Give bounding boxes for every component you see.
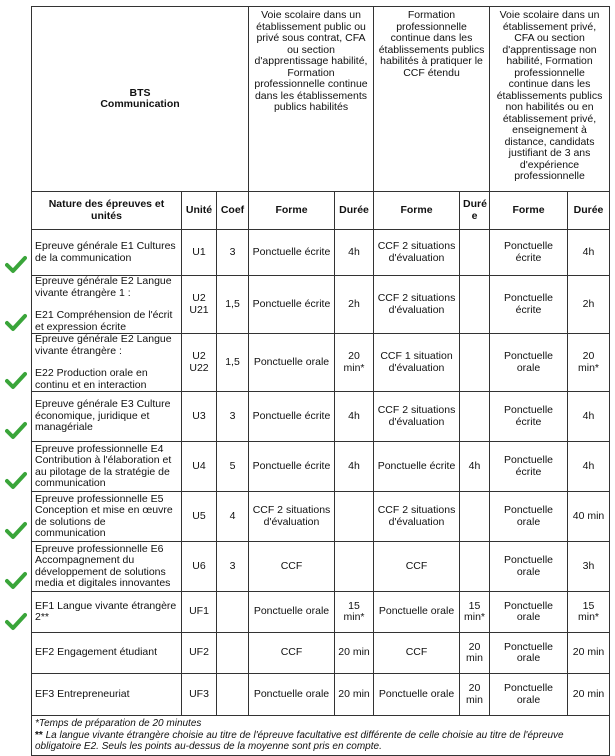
exam-duree-3: 2h [568,276,610,334]
exam-unite-code: U22 [189,361,209,374]
exam-nature [32,674,182,716]
exam-nature-line: E21 Compréhension de l'écrit et expression écrite [35,309,173,333]
exam-forme-1: Ponctuelle orale [249,674,335,716]
col-duree-1-header: Durée [335,192,374,230]
exam-coef: 1,5 [217,334,249,392]
exam-unite-code: U1 [192,245,206,258]
exam-forme-3: Ponctuelle orale [490,334,568,392]
col-coef-header: Coef [217,192,249,230]
checkmark-icon [5,469,27,491]
col-nature-header: Nature des épreuves et unités [32,192,182,230]
exam-duree-1 [335,492,374,542]
exam-duree-2 [460,392,490,442]
col-forme-3-header: Forme [490,192,568,230]
exam-forme-2: Ponctuelle écrite [374,442,460,492]
exam-coef: 5 [217,442,249,492]
exam-nature-line: Epreuve professionnelle E4 Contribution à l'élaboration et au pilotage de la stratégie de communication [35,442,172,489]
exam-row [32,542,610,592]
exam-duree-3: 15 min* [568,592,610,633]
exam-unite [182,276,217,334]
exam-row [32,442,610,492]
exam-coef: 3 [217,542,249,592]
exam-row [32,276,610,334]
exam-unite [182,492,217,542]
checkmark-icon [5,253,27,275]
exam-nature [32,492,182,542]
exam-nature [32,633,182,674]
exam-duree-1: 2h [335,276,374,334]
exam-unite [182,392,217,442]
exam-unite [182,334,217,392]
exam-unite [182,230,217,276]
exam-duree-2 [460,230,490,276]
exam-forme-1: CCF [249,542,335,592]
col-forme-2-header: Forme [374,192,460,230]
exam-unite [182,674,217,716]
checkmark-icon [5,369,27,391]
exam-duree-3: 4h [568,230,610,276]
exam-row [32,592,610,633]
footnotes [32,716,610,756]
exam-nature [32,276,182,334]
exam-nature-line: EF2 Engagement étudiant [35,646,158,659]
exam-forme-3: Ponctuelle écrite [490,392,568,442]
exam-duree-1: 4h [335,392,374,442]
exam-duree-1: 4h [335,230,374,276]
col-unite-header: Unité [182,192,217,230]
table-title [32,7,249,192]
exam-nature [32,542,182,592]
exam-duree-1: 20 min [335,633,374,674]
exam-forme-1: CCF 2 situations d'évaluation [249,492,335,542]
exam-nature-line: Epreuve professionnelle E5 Conception et mise en œuvre de solutions de communication [35,492,173,539]
checkmark-icon [5,519,27,541]
exam-row [32,633,610,674]
col-duree-3-header: Durée [568,192,610,230]
title-line-1: BTS [129,86,151,99]
exam-coef: 3 [217,392,249,442]
exam-nature-line: E22 Production orale en continu et en interaction [35,367,148,391]
exam-row [32,492,610,542]
exam-duree-1: 15 min* [335,592,374,633]
exam-forme-3: Ponctuelle écrite [490,276,568,334]
col-duree-2-header: Duré e [460,192,490,230]
exam-nature-line: Epreuve générale E2 Langue vivante étrangère : [35,333,172,357]
path-header-2: Formation professionnelle continue dans les établissements publics habilités à pratiquer le CCF étendu [374,7,490,192]
exam-forme-2: CCF [374,633,460,674]
exam-row [32,230,610,276]
exam-coef [217,633,249,674]
exam-row [32,674,610,716]
exam-forme-2: CCF 2 situations d'évaluation [374,276,460,334]
exam-unite [182,633,217,674]
footnote-1: *Temps de préparation de 20 minutes [35,718,202,729]
checkmark-column [0,0,30,750]
exam-duree-2 [460,492,490,542]
checkmark-icon [5,419,27,441]
exam-forme-2: CCF 2 situations d'évaluation [374,392,460,442]
checkmark-icon [5,610,27,632]
exam-duree-3: 3h [568,542,610,592]
exam-unite-code: U4 [192,459,206,472]
exam-duree-2 [460,276,490,334]
exam-unite-code: U5 [192,509,206,522]
exam-nature [32,592,182,633]
exam-forme-1: Ponctuelle écrite [249,392,335,442]
exam-forme-3: Ponctuelle écrite [490,230,568,276]
exam-table [31,6,610,756]
exam-forme-2: Ponctuelle orale [374,592,460,633]
col-forme-1-header: Forme [249,192,335,230]
exam-forme-3: Ponctuelle écrite [490,442,568,492]
footnote-row [32,716,610,756]
checkmark-icon [5,569,27,591]
exam-unite [182,542,217,592]
exam-nature-line: Epreuve générale E1 Cultures de la communication [35,240,176,264]
path-header-3: Voie scolaire dans un établissement privé, CFA ou section d'apprentissage non habilité, Formation professionnelle continue dans les établissements publics non habilités ou en établissement privé, enseignement à distance, candidats justifiant de 3 ans d'expérience professionnelle [490,7,610,192]
exam-nature-line: Epreuve générale E2 Langue vivante étrangère 1 : [35,275,172,299]
exam-duree-3: 20 min* [568,334,610,392]
exam-duree-2: 20 min [460,633,490,674]
exam-unite-code: UF1 [189,605,209,618]
exam-forme-3: Ponctuelle orale [490,492,568,542]
exam-row [32,392,610,442]
exam-coef [217,592,249,633]
exam-row [32,334,610,392]
exam-forme-1: Ponctuelle écrite [249,230,335,276]
exam-forme-3: Ponctuelle orale [490,633,568,674]
exam-forme-2: CCF [374,542,460,592]
path-header-1: Voie scolaire dans un établissement public ou privé sous contrat, CFA ou section d'apprentissage habilité, Formation professionnelle continue dans les établissements publics habilités [249,7,374,192]
exam-duree-1: 4h [335,442,374,492]
exam-unite-code: U3 [192,409,206,422]
exam-duree-2 [460,334,490,392]
exam-forme-3: Ponctuelle orale [490,674,568,716]
exam-unite [182,592,217,633]
exam-duree-2: 20 min [460,674,490,716]
exam-duree-3: 20 min [568,633,610,674]
exam-unite-code: U2 [192,350,206,362]
exam-unite-code: U2 [192,292,206,304]
exam-forme-1: Ponctuelle écrite [249,442,335,492]
title-line-2: Communication [100,98,180,110]
exam-duree-2: 15 min* [460,592,490,633]
exam-nature-line: EF3 Entrepreneuriat [35,687,130,700]
exam-nature [32,392,182,442]
exam-nature-line: Epreuve générale E3 Culture économique, juridique et managériale [35,398,171,434]
exam-forme-1: Ponctuelle orale [249,592,335,633]
exam-nature [32,334,182,392]
exam-unite [182,442,217,492]
exam-duree-3: 40 min [568,492,610,542]
exam-duree-2: 4h [460,442,490,492]
footnote-2 [35,730,606,753]
exam-nature [32,230,182,276]
exam-unite-code: UF3 [189,687,209,700]
exam-unite-code: U21 [189,303,209,316]
column-header-row [32,192,610,230]
exam-forme-3: Ponctuelle orale [490,592,568,633]
exam-forme-1: Ponctuelle orale [249,334,335,392]
exam-coef: 3 [217,230,249,276]
exam-duree-1: 20 min* [335,334,374,392]
exam-duree-1 [335,542,374,592]
exam-nature-line: Epreuve professionnelle E6 Accompagnement du développement de solutions media et digitales innovantes [35,542,171,589]
footnote-2-mark: ** [35,729,43,741]
exam-forme-3: Ponctuelle orale [490,542,568,592]
exam-duree-3: 4h [568,392,610,442]
exam-unite-code: UF2 [189,646,209,659]
exam-forme-2: CCF 2 situations d'évaluation [374,492,460,542]
exam-duree-2 [460,542,490,592]
exam-forme-1: CCF [249,633,335,674]
exam-coef [217,674,249,716]
checkmark-icon [5,311,27,333]
exam-coef: 1,5 [217,276,249,334]
exam-unite-code: U6 [192,559,206,572]
exam-forme-1: Ponctuelle écrite [249,276,335,334]
exam-coef: 4 [217,492,249,542]
exam-forme-2: CCF 1 situation d'évaluation [374,334,460,392]
exam-duree-3: 20 min [568,674,610,716]
footnote-2-text: La langue vivante étrangère choisie au titre de l'épreuve facultative est différente de celle choisie au titre de l'épreuve obligatoire E2. Seuls les points au-dessus de la moyenne sont pris en compte. [35,729,564,752]
exam-duree-3: 4h [568,442,610,492]
path-header-row [32,7,610,192]
exam-nature [32,442,182,492]
exam-duree-1: 20 min [335,674,374,716]
exam-forme-2: CCF 2 situations d'évaluation [374,230,460,276]
exam-forme-2: Ponctuelle orale [374,674,460,716]
exam-nature-line: EF1 Langue vivante étrangère 2** [35,599,177,623]
